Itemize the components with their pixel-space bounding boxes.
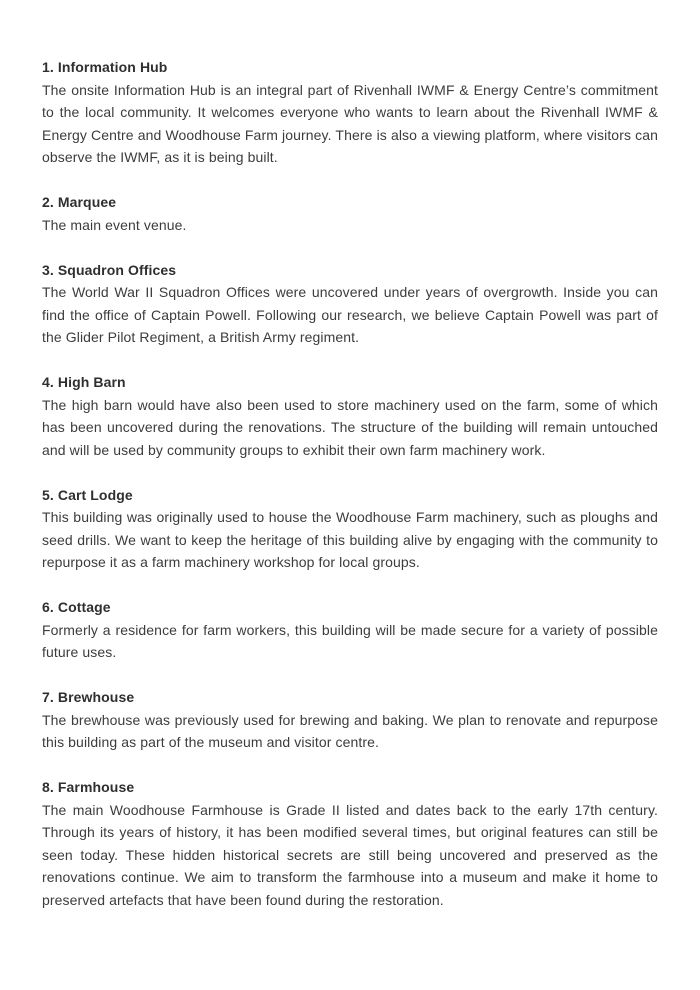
section-heading: 6. Cottage [42, 599, 111, 615]
building-section [42, 686, 658, 754]
section-body: The main event venue. [42, 216, 187, 233]
section-heading: 4. High Barn [42, 374, 126, 390]
building-section [42, 484, 658, 574]
building-section [42, 776, 658, 911]
section-body: The onsite Information Hub is an integral part of Rivenhall IWMF & Energy Centre’s commitment to the local community. It welcomes everyone who wants to learn about the Rivenhall IWMF & Energy Centre and Woodhouse Farm journey. There is also a viewing platform, where visitors can observe the IWMF, as it is being built. [42, 81, 658, 165]
section-heading: 8. Farmhouse [42, 779, 135, 795]
section-body: The brewhouse was previously used for brewing and baking. We plan to renovate and repurpose this building as part of the museum and visitor centre. [42, 711, 658, 750]
section-heading: 7. Brewhouse [42, 689, 135, 705]
section-heading: 1. Information Hub [42, 59, 168, 75]
section-heading: 5. Cart Lodge [42, 486, 133, 503]
building-section [42, 191, 658, 236]
section-body: This building was originally used to house the Woodhouse Farm machinery, such as ploughs and seed drills. We want to keep the heritage of this building alive by engaging with the community to repurpose it as a farm machinery workshop for local groups. [42, 509, 658, 570]
building-section [42, 371, 658, 461]
building-section [42, 259, 658, 349]
building-section [42, 56, 658, 169]
section-body: The high barn would have also been used to store machinery used on the farm, some of which has been uncovered during the renovations. The structure of the building will remain untouched and will be used by community groups to exhibit their own farm machinery work. [42, 396, 658, 458]
section-heading: 3. Squadron Offices [42, 261, 177, 278]
section-body: The main Woodhouse Farmhouse is Grade II listed and dates back to the early 17th century. Through its years of history, it has been modified several times, but original features can still be seen today. These hidden historical secrets are still being uncovered and preserved as the renovations continue. We aim to transform the farmhouse into a museum and make it home to preserved artefacts that have been found during the restoration. [42, 801, 658, 908]
section-heading: 2. Marquee [42, 194, 117, 210]
section-body: The World War II Squadron Offices were uncovered under years of overgrowth. Inside you can find the office of Captain Powell. Following our research, we believe Captain Powell was part of the Glider Pilot Regiment, a British Army regiment. [42, 284, 658, 345]
section-body: Formerly a residence for farm workers, this building will be made secure for a variety of possible future uses. [42, 621, 658, 660]
building-section [42, 596, 658, 664]
